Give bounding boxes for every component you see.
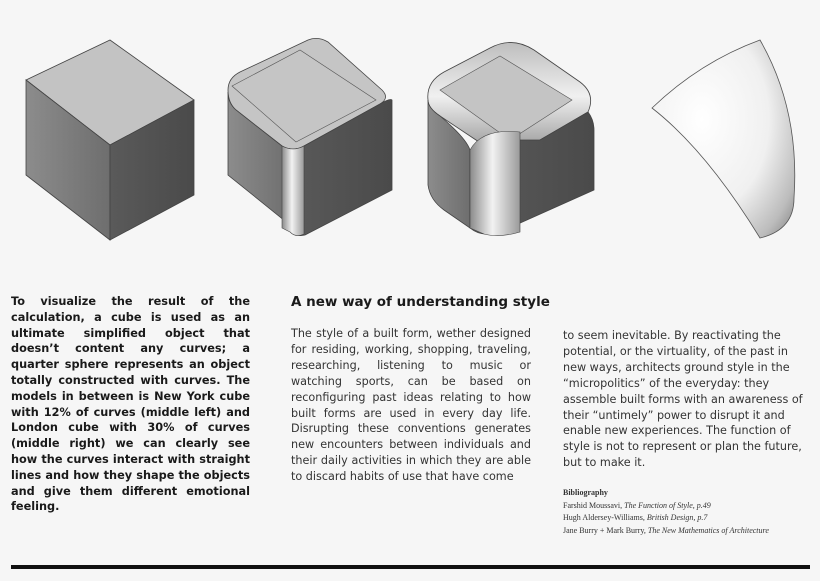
body-text-column-1: The style of a built form, wether designed for residing, working, shopping, traveling, researching, listening to music or watching sports, can be based on reconfiguring past ideas relating to how built forms are used in every day life. Disrupting these conventions generates new encounters between individuals and their daily activities in which they are able to discard habits of use that have come [291, 327, 531, 484]
bibliography-author: Farshid Moussavi, [563, 500, 625, 510]
london-cube [428, 42, 594, 235]
bibliography-author: Jane Burry + Mark Burry, [563, 525, 648, 535]
bibliography-title: Bibliography [563, 488, 608, 497]
bibliography-entry [563, 512, 813, 525]
bibliography-entry [563, 525, 813, 538]
bibliography-work: British Design, p.7 [646, 513, 708, 523]
quarter-sphere [652, 40, 795, 238]
section-heading: A new way of understanding style [291, 294, 550, 310]
bibliography-entry [563, 500, 813, 513]
bibliography [563, 487, 813, 537]
bibliography-work: The Function of Style, p.49 [624, 500, 711, 510]
bottom-rule [11, 565, 810, 569]
new-york-cube [228, 38, 392, 235]
shapes-figure [0, 0, 820, 250]
bibliography-author: Hugh Aldersey-Williams, [563, 513, 647, 523]
figure-caption-text: To visualize the result of the calculation, a cube is used as an ultimate simplified object that doesn’t content any curves; a quarter sphere represents an object totally constructed with curves. The models in between is New York cube with 12% of curves (middle left) and London cube with 30% of curves (middle right) we can clearly see how the curves interact with straight lines and how they shape the objects and give them different emotional feeling. [11, 295, 250, 514]
plain-cube [26, 40, 194, 240]
body-text-column-2: to seem inevitable. By reactivating the potential, or the virtuality, of the past in new ways, architects ground style in the “micropolitics” of the everyday: they assemble built forms with an awareness of their “untimely” power to disrupt it and enable new experiences. The function of style is not to represent or plan the future, but to make it. [563, 329, 803, 470]
bibliography-work: The New Mathematics of Architecture [647, 525, 769, 535]
